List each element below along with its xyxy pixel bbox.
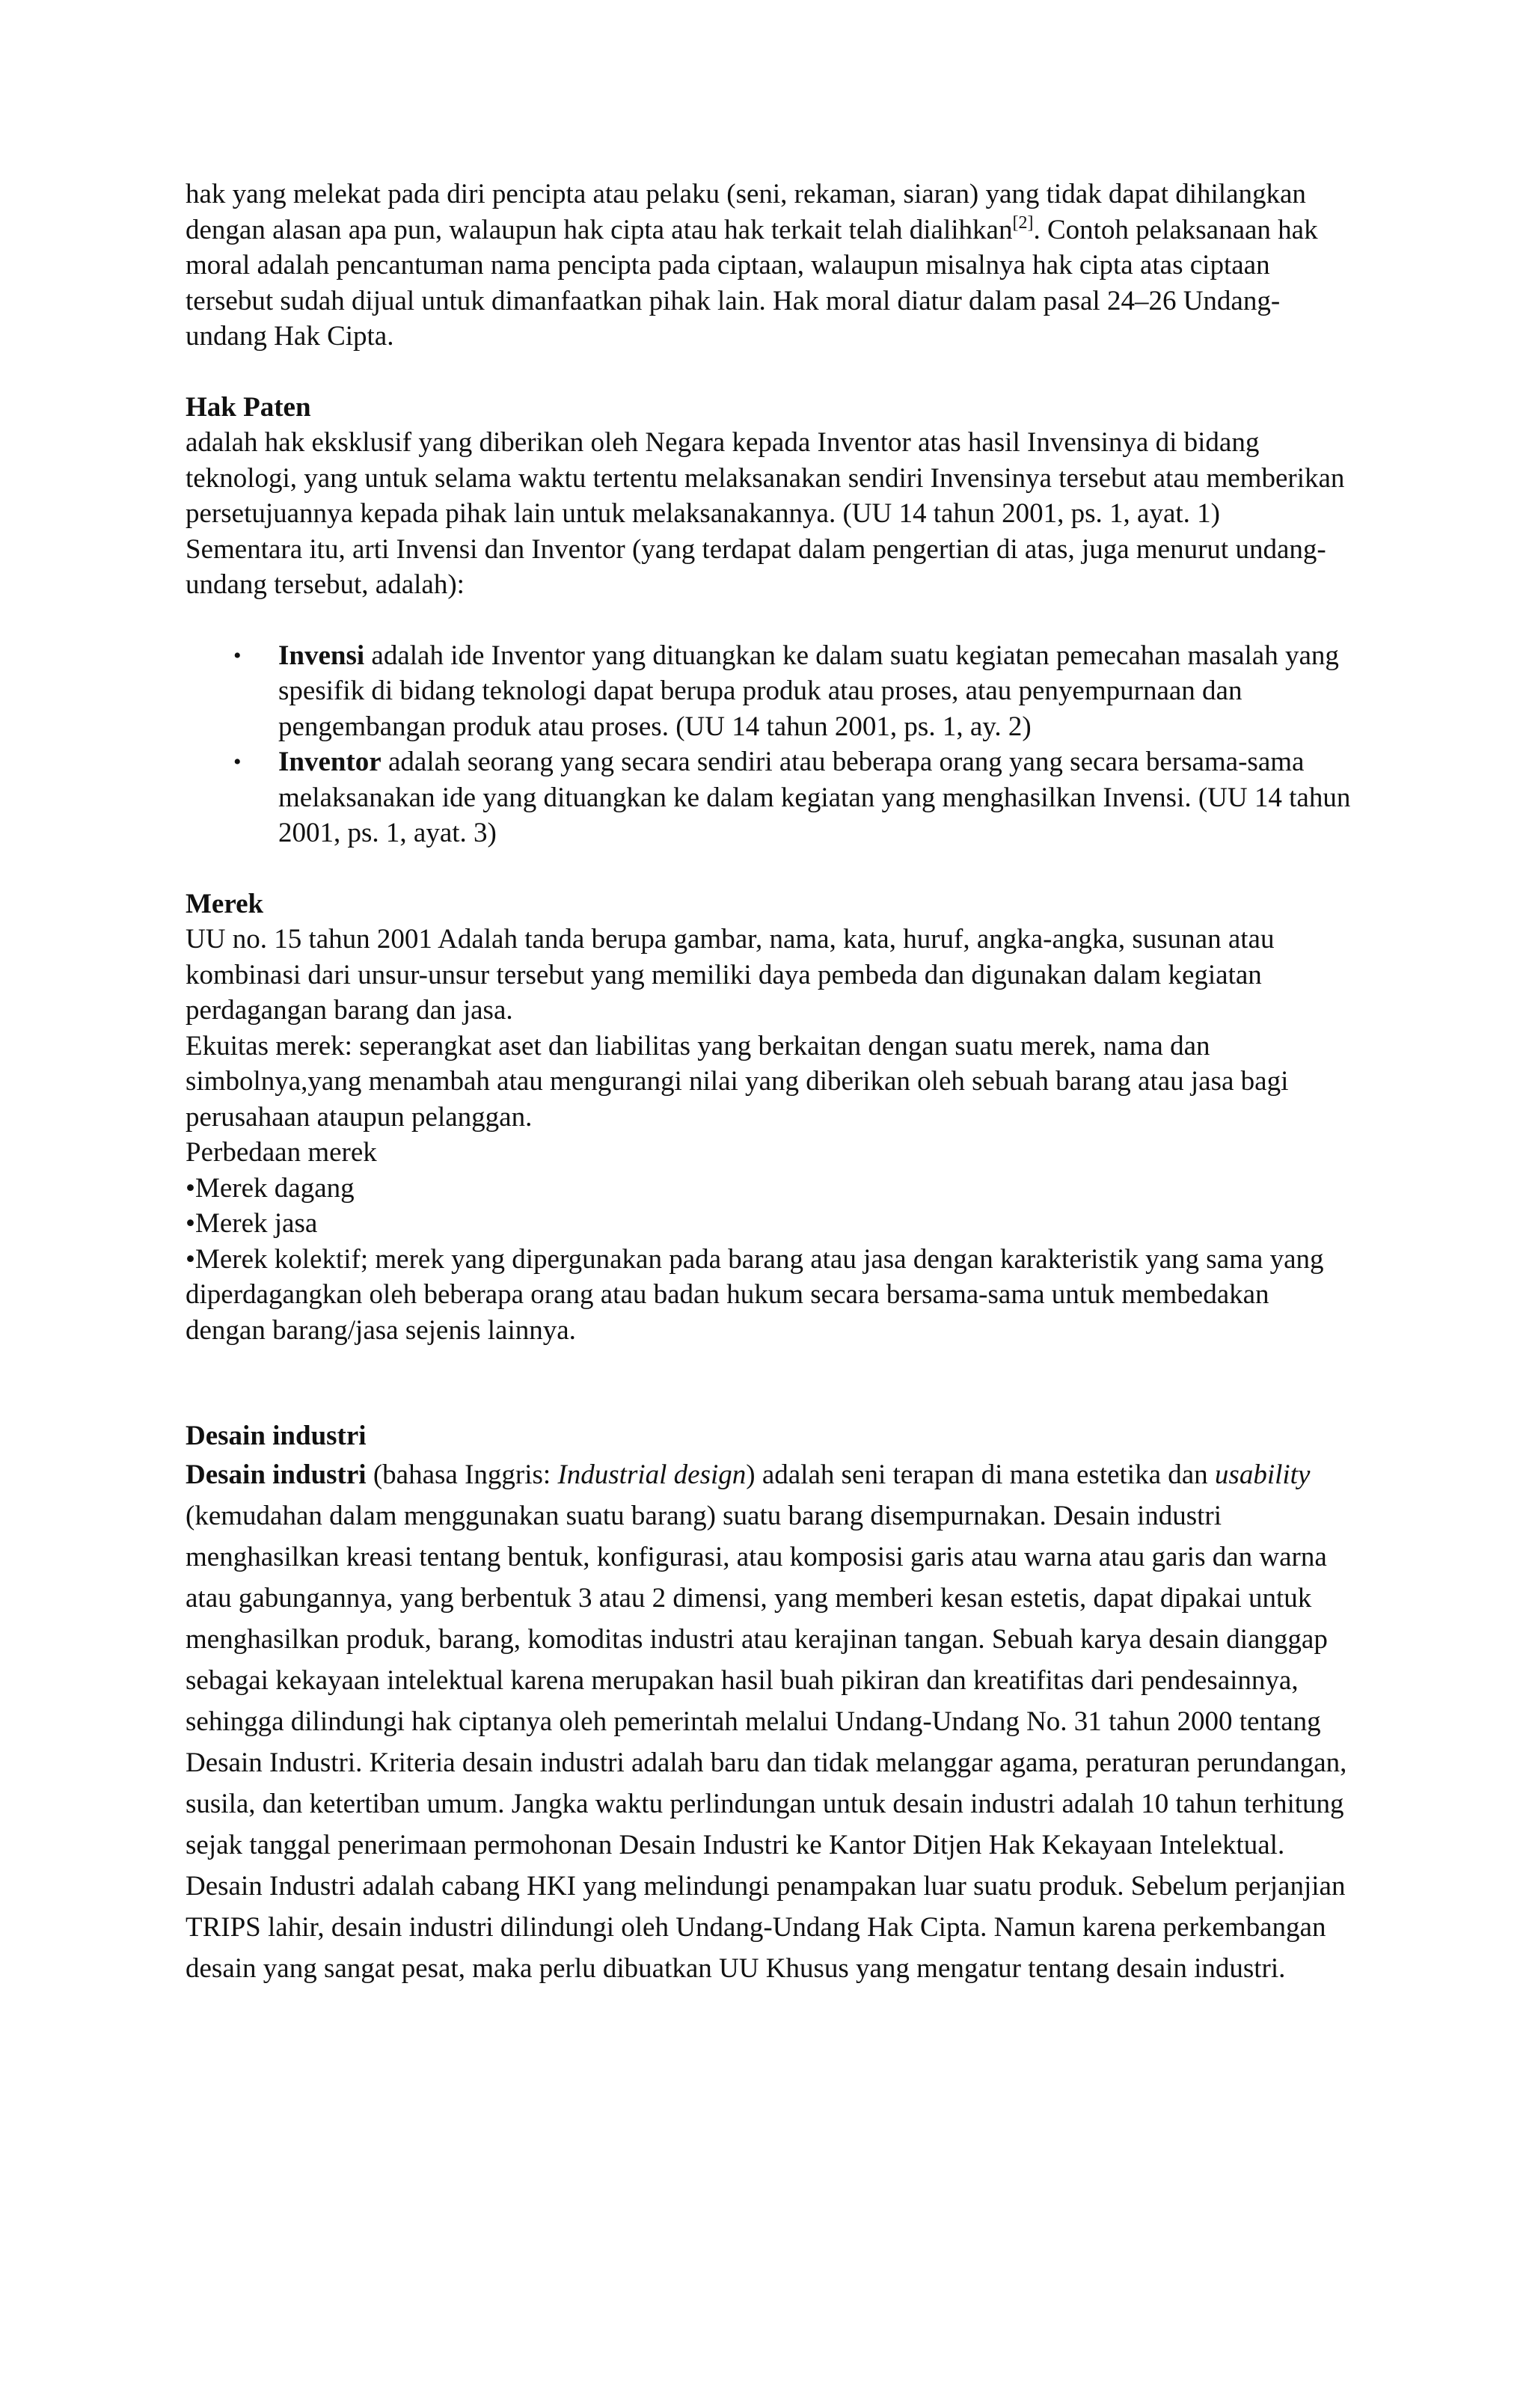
bullet-icon: • (233, 643, 242, 668)
patent-definition: adalah hak eksklusif yang diberikan oleh Negara kepada Inventor atas hasil Invensinya di bidang teknologi, yang untuk selama waktu tertentu melaksanakan sendiri Invensinya tersebut atau memberikan persetujuannya kepada pihak lain untuk melaksanakannya. (UU 14 tahun 2001, ps. 1, ayat. 1) (186, 427, 1345, 529)
term-invensi: Invensi (278, 640, 365, 671)
brand-type-service: •Merek jasa (186, 1208, 318, 1239)
design-heading: Desain industri (186, 1421, 367, 1451)
bullet-icon: • (233, 750, 242, 774)
design-text-1: (bahasa Inggris: (366, 1459, 558, 1490)
moral-rights-text: hak yang melekat pada diri pencipta atau pelaku (seni, rekaman, siaran) yang tidak dapat dihilangkan dengan alasan apa pun, walaupun hak cipta atau hak terkait telah dialihkan (186, 179, 1306, 245)
usability-term: usability (1214, 1459, 1311, 1490)
design-paragraph (186, 1454, 1352, 1866)
brand-types-label: Perbedaan merek (186, 1137, 377, 1168)
list-item (186, 638, 1352, 745)
design-closing: Desain Industri adalah cabang HKI yang melindungi penampakan luar suatu produk. Sebelum perjanjian TRIPS lahir, desain industri dilindungi oleh Undang-Undang Hak Cipta. Namun karena perkembangan desain yang sangat pesat, maka perlu dibuatkan UU Khusus yang mengatur tentang desain industri. (186, 1870, 1346, 1984)
brand-equity: Ekuitas merek: seperangkat aset dan liabilitas yang berkaitan dengan suatu merek, nama dan simbolnya,yang menambah atau mengurangi nilai yang diberikan oleh sebuah barang atau jasa bagi perusahaan ataupun pelanggan. (186, 1030, 1289, 1133)
term-invensi-text: adalah ide Inventor yang dituangkan ke dalam suatu kegiatan pemecahan masalah yang spesifik di bidang teknologi dapat berupa produk atau proses, atau penyempurnaan dan pengembangan produk atau proses. (UU 14 tahun 2001, ps. 1, ay. 2) (278, 640, 1339, 742)
term-inventor: Inventor (278, 747, 382, 777)
design-term: Desain industri (186, 1459, 367, 1490)
design-text-3: (kemudahan dalam menggunakan suatu barang) suatu barang disempurnakan. Desain industri menghasilkan kreasi tentang bentuk, konfigurasi, atau komposisi garis atau warna atau garis dan warna atau gabungannya, yang berbentuk 3 atau 2 dimensi, yang memberi kesan estetis, dapat dipakai untuk menghasilkan produk, barang, komoditas industri atau kerajinan tangan. Sebuah karya desain dianggap sebagai kekayaan intelektual karena merupakan hasil buah pikiran dan kreatifitas dari pendesainnya, sehingga dilindungi hak ciptanya oleh pemerintah melalui Undang-Undang No. 31 tahun 2000 tentang Desain Industri. Kriteria desain industri adalah baru dan tidak melanggar agama, peraturan perundangan, susila, dan ketertiban umum. Jangka waktu perlindungan untuk desain industri adalah 10 tahun terhitung sejak tanggal penerimaan permohonan Desain Industri ke Kantor Ditjen Hak Kekayaan Intelektual. (186, 1500, 1347, 1860)
design-text-2: ) adalah seni terapan di mana estetika dan (746, 1459, 1215, 1490)
document-page (186, 177, 1352, 1989)
moral-rights-text-continued: . Contoh pelaksanaan hak moral adalah pencantuman nama pencipta pada ciptaan, walaupun misalnya hak cipta atas ciptaan tersebut sudah dijual untuk dimanfaatkan pihak lain. Hak moral diatur dalam pasal 24–26 Undang-undang Hak Cipta. (186, 214, 1318, 352)
patent-heading: Hak Paten (186, 391, 311, 423)
patent-terms-list (186, 638, 1352, 851)
term-inventor-text: adalah seorang yang secara sendiri atau beberapa orang yang secara bersama-sama melaksanakan ide yang dituangkan ke dalam kegiatan yang menghasilkan Invensi. (UU 14 tahun 2001, ps. 1, ayat. 3) (278, 747, 1351, 848)
patent-intro: Sementara itu, arti Invensi dan Inventor (yang terdapat dalam pengertian di atas, juga menurut undang-undang tersebut, adalah): (186, 533, 1326, 600)
brand-definition: UU no. 15 tahun 2001 Adalah tanda berupa gambar, nama, kata, huruf, angka-angka, susunan atau kombinasi dari unsur-unsur tersebut yang memiliki daya pembeda dan digunakan dalam kegiatan perdagangan barang dan jasa. (186, 924, 1275, 1026)
brand-type-collective: •Merek kolektif; merek yang dipergunakan pada barang atau jasa dengan karakteristik yang sama yang diperdagangkan oleh beberapa orang atau badan hukum secara bersama-sama untuk membedakan dengan barang/jasa sejenis lainnya. (186, 1243, 1324, 1346)
brand-type-trade: •Merek dagang (186, 1172, 355, 1204)
moral-rights-paragraph (186, 177, 1352, 355)
footnote-ref[interactable]: [2] (1012, 212, 1034, 233)
design-english-term: Industrial design (557, 1459, 747, 1490)
list-item (186, 744, 1352, 851)
brand-heading: Merek (186, 888, 264, 919)
